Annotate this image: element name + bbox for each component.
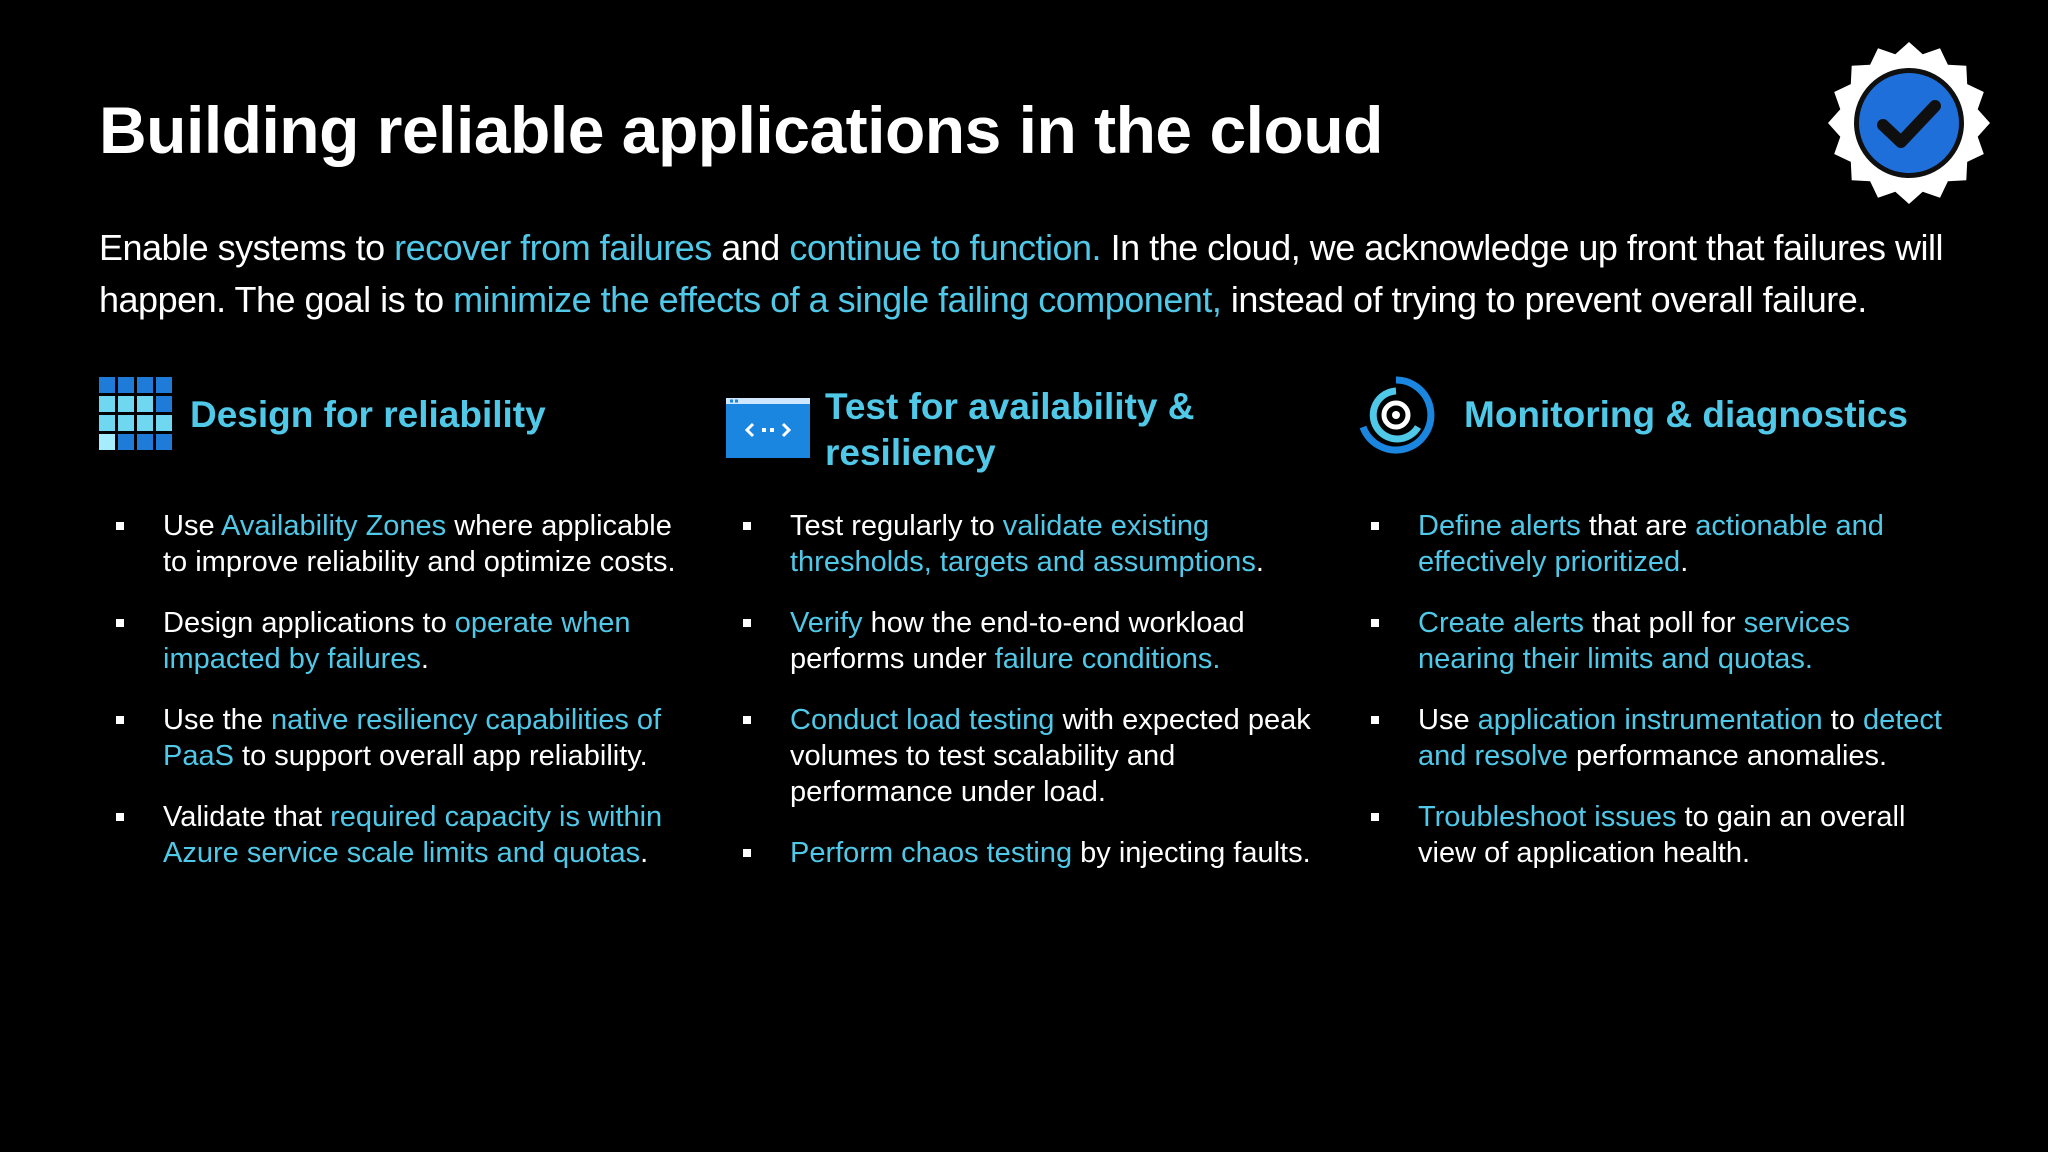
bullet-item [1354, 702, 1944, 774]
column-header [99, 374, 689, 484]
bullet-item [99, 605, 689, 677]
body-text: Test regularly to [790, 510, 1003, 542]
highlighted-text: application instrumentation [1477, 704, 1823, 736]
highlighted-text: validate existing thresholds, targets and assumptions [790, 510, 1256, 578]
grid-icon [99, 375, 173, 455]
bullet-item [99, 508, 689, 580]
column-monitor [1354, 374, 1944, 869]
body-text: with expected peak volumes to test scalability and performance under load. [790, 704, 1311, 808]
highlighted-text: detect and resolve [1418, 704, 1942, 772]
grid-icon-cell [118, 377, 134, 393]
highlighted-text: Availability Zones [221, 510, 447, 542]
column-header [1354, 374, 1944, 484]
body-text: . [1680, 546, 1689, 578]
highlighted-text: native resiliency capabilities of PaaS [163, 704, 662, 772]
highlighted-text: minimize the effects of a single failing component, [453, 279, 1222, 320]
highlighted-text: Create alerts [1418, 607, 1585, 639]
bullet-item [726, 702, 1316, 810]
column-title: Monitoring & diagnostics [1464, 394, 1908, 435]
bullet-item [1354, 508, 1944, 580]
bullet-item [1354, 799, 1944, 871]
grid-icon-cell [118, 415, 134, 431]
column-design [99, 374, 689, 869]
grid-icon-cell [99, 434, 115, 450]
body-text: to gain an overall view of application health. [1418, 801, 1906, 869]
body-text: and [711, 227, 790, 268]
body-text: Use the [163, 704, 271, 736]
bullet-list [1354, 508, 1944, 896]
grid-icon-cell [156, 377, 172, 393]
body-text: Design applications to [163, 607, 455, 639]
grid-icon-cell [118, 396, 134, 412]
body-text: that poll for [1584, 607, 1744, 639]
grid-icon-cell [118, 434, 134, 450]
highlighted-text: Conduct load testing [790, 704, 1055, 736]
body-text: Use [1418, 704, 1478, 736]
highlighted-text: Verify [790, 607, 863, 639]
highlighted-text: services nearing their limits and quotas. [1418, 607, 1850, 675]
body-text: how the end-to-end workload performs under [790, 607, 1245, 675]
grid-icon-cell [99, 415, 115, 431]
grid-icon-cell [156, 434, 172, 450]
body-text: . [640, 837, 649, 869]
grid-icon-cell [156, 415, 172, 431]
body-text: . [1255, 546, 1264, 578]
body-text: to [1822, 704, 1863, 736]
highlighted-text: required capacity is within Azure service scale limits and quotas [163, 801, 663, 869]
bullet-item [726, 605, 1316, 677]
code-window-icon [726, 398, 810, 458]
slide-title: Building reliable applications in the cloud [99, 93, 1383, 167]
monitoring-gauge-icon [1354, 375, 1438, 455]
column-title: Design for reliability [190, 394, 546, 435]
grid-icon-cell [137, 434, 153, 450]
body-text: Enable systems to [99, 227, 395, 268]
grid-icon-cell [137, 415, 153, 431]
highlighted-text: failure conditions. [994, 643, 1221, 675]
grid-icon-cell [99, 377, 115, 393]
bullet-item [726, 508, 1316, 580]
grid-icon-cell [156, 396, 172, 412]
body-text: Use [163, 510, 222, 542]
highlighted-text: Troubleshoot issues [1418, 801, 1677, 833]
body-text: In the cloud, we acknowledge up front that failures will happen. The goal is to [99, 227, 1944, 320]
check-badge-icon [1826, 40, 1992, 206]
grid-icon-cell [137, 377, 153, 393]
column-test [726, 374, 1316, 869]
bullet-item [99, 799, 689, 871]
body-text: . [420, 643, 429, 675]
highlighted-text: continue to function. [789, 227, 1102, 268]
highlighted-text: Perform chaos testing [790, 837, 1073, 869]
body-text: instead of trying to prevent overall failure. [1221, 279, 1867, 320]
body-text: Validate that [163, 801, 331, 833]
body-text: that are [1580, 510, 1696, 542]
bullet-item [726, 835, 1316, 871]
intro-text [99, 222, 1979, 326]
bullet-item [99, 702, 689, 774]
highlighted-text: recover from failures [394, 227, 712, 268]
grid-icon-cell [99, 396, 115, 412]
grid-icon-cell [137, 396, 153, 412]
highlighted-text: Define alerts [1418, 510, 1581, 542]
highlighted-text: operate when impacted by failures [163, 607, 631, 675]
body-text: where applicable to improve reliability and optimize costs. [163, 510, 676, 578]
body-text: to support overall app reliability. [233, 740, 648, 772]
body-text: performance anomalies. [1567, 740, 1888, 772]
bullet-item [1354, 605, 1944, 677]
column-header [726, 374, 1316, 484]
column-title: Test for availability & resiliency [825, 386, 1195, 473]
highlighted-text: actionable and effectively prioritized [1418, 510, 1884, 578]
bullet-list [726, 508, 1316, 896]
bullet-list [99, 508, 689, 896]
body-text: by injecting faults. [1072, 837, 1311, 869]
